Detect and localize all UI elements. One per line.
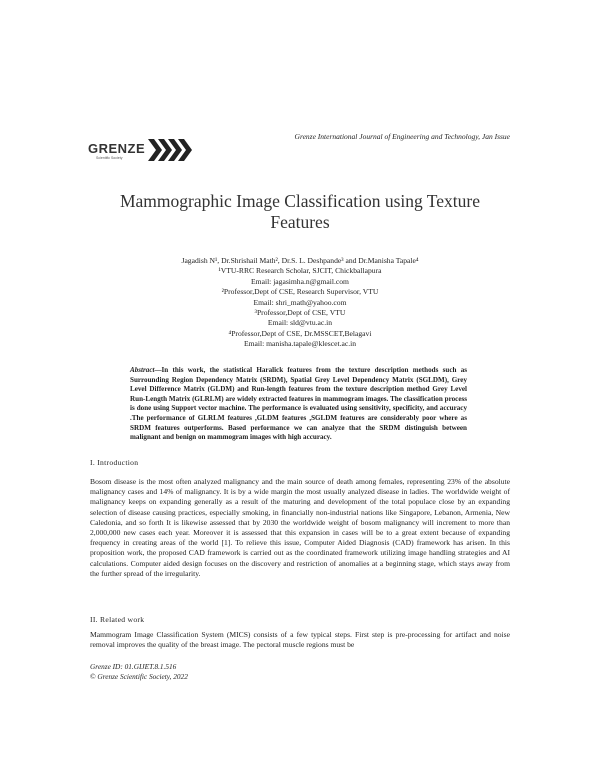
section-heading-related-work: II. Related work xyxy=(90,615,145,624)
copyright: © Grenze Scientific Society, 2022 xyxy=(90,671,188,681)
affiliation-line: ⁴Professor,Dept of CSE, Dr.MSSCET,Belagavi xyxy=(228,328,372,338)
affiliation-line: ¹VTU-RRC Research Scholar, SJCIT, Chickballapura xyxy=(218,266,382,276)
introduction-paragraph: Bosom disease is the most often analyzed malignancy and the main source of death among females, representing 23% of the absolute malignancy cases and 14% of malignancy. It is by a wide margin the most usually analyzed disease in ladies. The worldwide weight of malignancy keeps on expanding generally as a result of the maturing and development of the total populace close by an expanding selection of disease causing practices, especially smoking, in financially non-industrial nations like Singapore, Lebanon, Armenia, New Caledonia, and so forth It is likewise assessed that by 2030 the worldwide weight of bosom malignancy will increment to more than 2,000,000 new cases each year. Moreover it is assessed that this expansion in cases will be to a great extent because of expanding frequency in creating areas of the world [1]. To relieve this issue, Computer Aided Diagnosis (CAD) framework has arisen. In this proposition work, the proposed CAD framework is carried out as the coordinated framework utilizing image handling strategies and AI calculations. Computer aided design focuses on the discovery and restriction of anomalies at a beginning stage, which stays away from the further spread of the irregularity. xyxy=(90,477,510,578)
grenze-id: Grenze ID: 01.GIJET.8.1.516 xyxy=(90,662,177,671)
related-work-paragraph: Mammogram Image Classification System (MICS) consists of a few typical steps. First step is pre-processing for artifact and noise removal improves the quality of the breast image. The pectoral muscle regions must be xyxy=(90,630,510,650)
grenze-logo xyxy=(88,137,198,167)
paper-title: Mammographic Image Classification using Texture Features xyxy=(119,191,481,232)
logo-subtitle: Scientific Society xyxy=(96,156,123,160)
abstract-text: —In this work, the statistical Haralick features from the texture description methods such as Surrounding Region Dependency Matrix (SRDM), Spatial Grey Level Dependency Matrix (SGLDM), Grey Level Difference Matrix (GLDM) and Run-length features from the texture description method Grey Level Run-Length Matrix (GLRLM) are widely extracted features in mammogram images. The classification process is done using Support vector machine. The performance is evaluated using sensitivity, specificity, and accuracy .The performance of GLRLM features ,GLDM features ,SGLDM features are considerably poor where as SRDM features outperforms. Based performance we can analyze that the SRDM distinguish between malignant and benign on mammogram images with high accuracy. xyxy=(130,366,467,442)
author-names: Jagadish N¹, Dr.Shrishail Math², Dr.S. L. Deshpande³ and Dr.Manisha Tapale⁴ xyxy=(181,256,419,265)
affiliation-line: Email: sld@vtu.ac.in xyxy=(267,318,333,328)
affiliation-line: Email: manisha.tapale@klescet.ac.in xyxy=(244,339,356,349)
affiliation-line: Email: jagasimha.n@gmail.com xyxy=(251,276,349,286)
affiliation-line: ³Professor,Dept of CSE, VTU xyxy=(254,308,346,318)
abstract-lead: Abstract xyxy=(130,366,155,374)
affiliation-line: Email: shri_math@yahoo.com xyxy=(253,297,347,307)
authors-block xyxy=(90,256,510,350)
journal-name: Grenze International Journal of Engineering and Technology, Jan Issue xyxy=(294,132,510,141)
abstract xyxy=(130,366,467,443)
logo-text: GRENZE xyxy=(88,141,146,156)
section-heading-introduction: I. Introduction xyxy=(90,458,139,467)
footer xyxy=(90,662,188,681)
affiliation-line: ²Professor,Dept of CSE, Research Supervisor, VTU xyxy=(221,287,379,297)
